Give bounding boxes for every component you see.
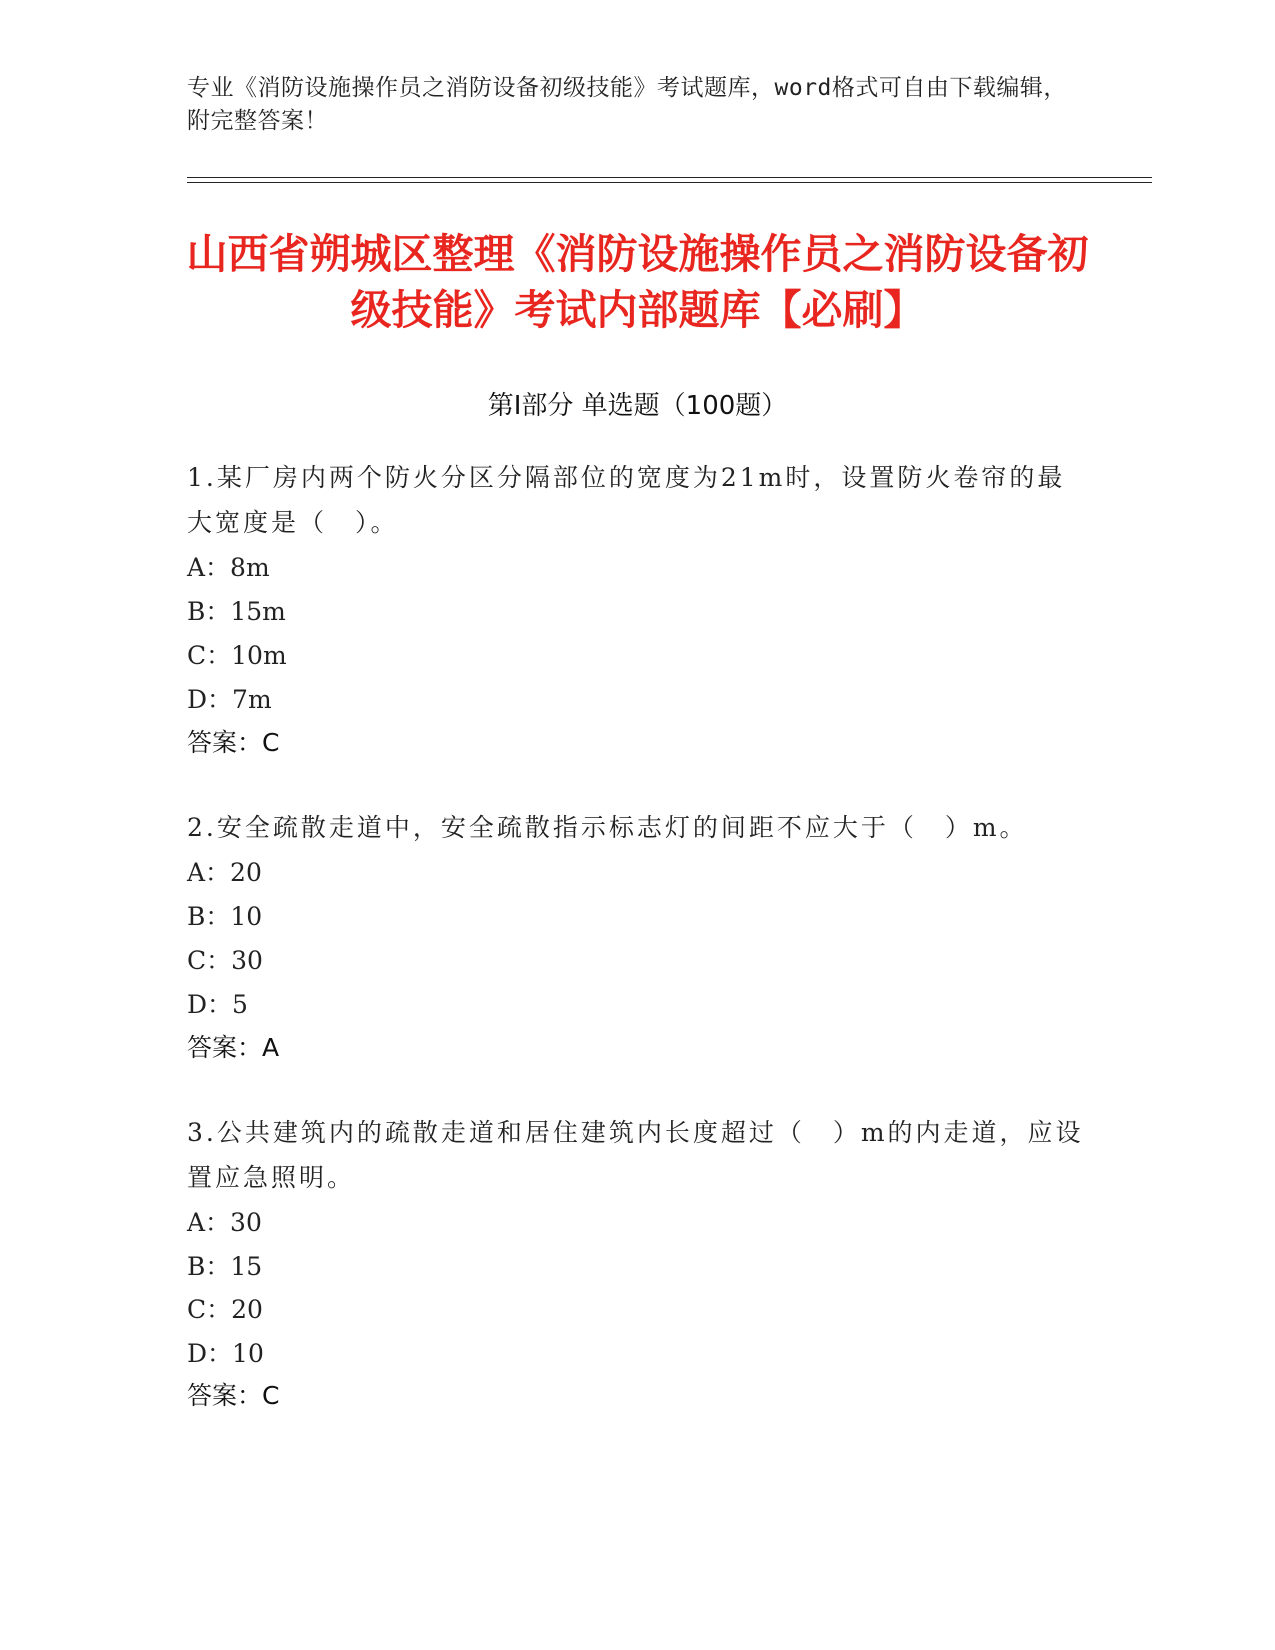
question-2-option-a: A：20: [187, 858, 262, 887]
question-2-option-c: C：30: [187, 946, 263, 975]
question-3-option-a: A：30: [187, 1208, 262, 1237]
header-divider-top: [187, 177, 1152, 178]
question-2-option-b: B：10: [187, 902, 263, 931]
question-2-text: 2.安全疏散走道中，安全疏散指示标志灯的间距不应大于（ ）m。: [187, 813, 1028, 842]
section-title: 第I部分 单选题（100题）: [487, 391, 788, 421]
question-3-text: 3.公共建筑内的疏散走道和居住建筑内长度超过（ ）m的内走道，应设置应急照明。: [187, 1118, 1084, 1192]
question-3-option-b: B：15: [187, 1252, 263, 1281]
header-divider-bottom: [187, 182, 1152, 183]
question-1-text: 1.某厂房内两个防火分区分隔部位的宽度为21m时，设置防火卷帘的最大宽度是（ ）。: [187, 463, 1066, 537]
question-1-option-c: C：10m: [187, 641, 287, 670]
document-title: 山西省朔城区整理《消防设施操作员之消防设备初级技能》考试内部题库【必刷】: [186, 230, 1089, 334]
question-1-answer: 答案：C: [187, 728, 280, 757]
question-1-option-a: A：8m: [187, 553, 270, 582]
question-3-option-c: C：20: [187, 1295, 263, 1324]
question-2-answer: 答案：A: [187, 1033, 280, 1062]
header-note: 专业《消防设施操作员之消防设备初级技能》考试题库，word格式可自由下载编辑，附完整答案！: [187, 75, 1067, 134]
question-3-option-d: D：10: [187, 1339, 264, 1368]
question-2-option-d: D：5: [187, 990, 248, 1019]
question-1-option-b: B：15m: [187, 597, 286, 626]
question-3-answer: 答案：C: [187, 1381, 280, 1410]
question-1-option-d: D：7m: [187, 685, 272, 714]
